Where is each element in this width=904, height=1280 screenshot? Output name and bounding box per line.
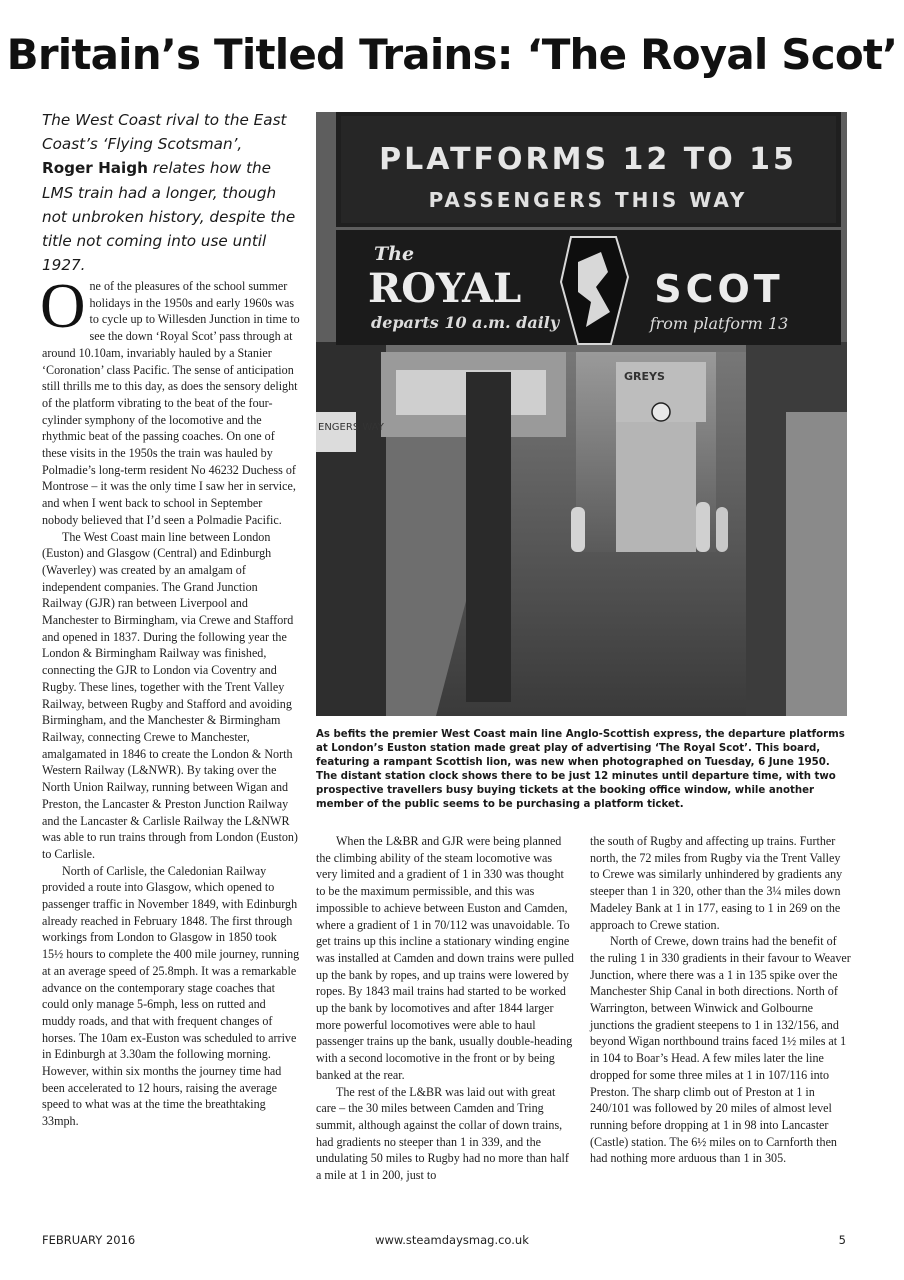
sign-scot: SCOT bbox=[654, 267, 784, 311]
standfirst bbox=[42, 108, 304, 277]
body-paragraph: One of the pleasures of the school summer holidays in the 1950s and early 1960s was to cycle up to Willesden Junction in time to see the down ‘Royal Scot’ pass through at around 10.10am, invariably hauled by a Stanier ‘Coronation’ class Pacific. The sense of anticipation still thrills me to this day, as does the sensory delight of the platform vibrating to the beat of the four-cylinder symphony of the locomotive and the rhythmic beat of the passing coaches. On one of these visits in the 1950s the train was hauled by Polmadie’s long-term resident No 46232 Duchess of Montrose – it was the only time I saw her in service, and when I went back to school in September nobody believed that I’d seen a Polmadie Pacific. bbox=[40, 271, 300, 527]
sign-departs: departs 10 a.m. daily bbox=[371, 313, 560, 332]
body-paragraph: the south of Rugby and affecting up trains. Further north, the 72 miles from Rugby via the Trent Valley to Crewe was similarly unhindered by gradients any steeper than 1 in 320, other than the 3¼ miles down Madeley Bank at 1 in 177, easing to 1 in 269 on the approach to Crewe station. bbox=[590, 834, 843, 932]
photo-caption: As befits the premier West Coast main line Anglo-Scottish express, the departure platforms at London’s Euston station made great play of advertising ‘The Royal Scot’. This board, featuring a rampant Scottish lion, was new when photographed on Tuesday, 6 June 1950. The distant station clock shows there to be just 12 minutes until departure time, with two prospective travellers busy buying tickets at the booking office window, while another member of the public seems to be purchasing a platform ticket. bbox=[316, 729, 845, 811]
author-name: Roger Haigh bbox=[42, 159, 148, 178]
body-paragraph: The rest of the L&BR was laid out with great care – the 30 miles between Camden and Tring summit, although against the collar of down trains, had gradients no steeper than 1 in 339, and the undulating 50 miles to Rugby had no more than half a mile at 1 in 200, just to bbox=[316, 1084, 569, 1183]
sign-passengers: PASSENGERS THIS WAY bbox=[428, 188, 748, 212]
footer-issue-date: FEBRUARY 2016 bbox=[42, 1233, 136, 1247]
body-column-1 bbox=[40, 271, 300, 1130]
sign-the: The bbox=[374, 243, 415, 265]
photo-euston-royal-scot-sign bbox=[316, 112, 847, 716]
article-title: Britain’s Titled Trains: ‘The Royal Scot’ bbox=[6, 30, 898, 79]
body-paragraph: North of Carlisle, the Caledonian Railway provided a route into Glasgow, which opened to passenger traffic in November 1849, with Edinburgh already reached in February 1848. The first through workings from London to Glasgow in 1850 took 15½ hours to complete the 400 mile journey, running at an average speed of 25.8mph. It was a remarkable advance on the contemporary stage coaches that could only manage 5-6mph, less on rutted and muddy roads, and that with frequent changes of horses. The 10am ex-Euston was scheduled to arrive in Edinburgh at 3.30am the following morning. However, within six months the journey time had been accelerated to 12 hours, raising the average speed to what was at the time the breathtaking 33mph. bbox=[42, 863, 300, 1129]
body-column-2 bbox=[316, 833, 576, 1184]
body-column-3 bbox=[590, 833, 852, 1167]
drop-cap: O bbox=[40, 271, 86, 341]
side-sign-text: ENGERS WAY bbox=[318, 422, 384, 433]
station-clock bbox=[652, 403, 670, 421]
sign-platforms: PLATFORMS 12 TO 15 bbox=[379, 142, 797, 177]
sign-royal: ROYAL bbox=[368, 265, 522, 312]
body-paragraph: North of Crewe, down trains had the benefit of the ruling 1 in 330 gradients in their favour to Weaver Junction, where there was a 1 in 135 spike over the Manchester Ship Canal in both directions. North of Warrington, between Winwick and Golbourne junctions the gradient steepens to 1 in 132/156, and beyond Wigan northbound trains faced 1½ miles at 1 in 104 to Boar’s Head. A few miles later the line dropped for some three miles at 1 in 107/116 into Preston. The sharp climb out of Preston at 1 in 240/101 was followed by 20 miles of almost level running before dropping at 1 in 98 into Lancaster (Castle) station. The 6½ miles on to Carnforth then had nothing more arduous than 1 in 305. bbox=[590, 934, 851, 1166]
standfirst-lead: The West Coast rival to the East Coast’s ‘Flying Scotsman’, bbox=[42, 111, 287, 154]
poster-greys: GREYS bbox=[624, 370, 665, 383]
sign-from-platform: from platform 13 bbox=[649, 314, 789, 333]
standfirst-tail: relates how the LMS train had a longer, though not unbroken history, despite the title not coming into use until 1927. bbox=[42, 159, 296, 275]
body-paragraph: When the L&BR and GJR were being planned the climbing ability of the steam locomotive was very limited and a gradient of 1 in 330 was thought to be the maximum permissible, and this was impossible to achieve between Euston and Camden, where a gradient of 1 in 70/112 was unavoidable. To get trains up this incline a stationary winding engine was installed at Camden and down trains were pulled up the bank by ropes, and up trains were lowered by ropes. By 1843 mail trains had started to be worked up the bank by locomotives and after 1844 larger more powerful locomotives were able to haul passenger trains up the bank, usually double-heading with a second locomotive in the front or by being banked at the rear. bbox=[316, 834, 574, 1082]
footer-page-number: 5 bbox=[838, 1233, 846, 1247]
body-paragraph: The West Coast main line between London (Euston) and Glasgow (Central) and Edinburgh (Waverley) was created by an amalgam of independent companies. The Grand Junction Railway (GJR) ran between Liverpool and Manchester to Birmingham, via Crewe and Stafford and opened in 1837. During the following year the London & Birmingham Railway was finished, connecting the GJR to London via Coventry and Rugby. These lines, together with the Trent Valley Railway, between Rugby and Stafford and avoiding Birmingham, and the Manchester & Birmingham Railway, connecting Crewe to Manchester, amalgamated in 1846 to create the London & North Western Railway (L&NWR). By taking over the North Union Railway, running between Wigan and Preston, the Lancaster & Preston Junction Railway and the Lancaster & Carlisle Railway the L&NWR was able to run trains through from London (Euston) to Carlisle. bbox=[42, 529, 298, 861]
footer-website: www.steamdaysmag.co.uk bbox=[375, 1233, 529, 1247]
